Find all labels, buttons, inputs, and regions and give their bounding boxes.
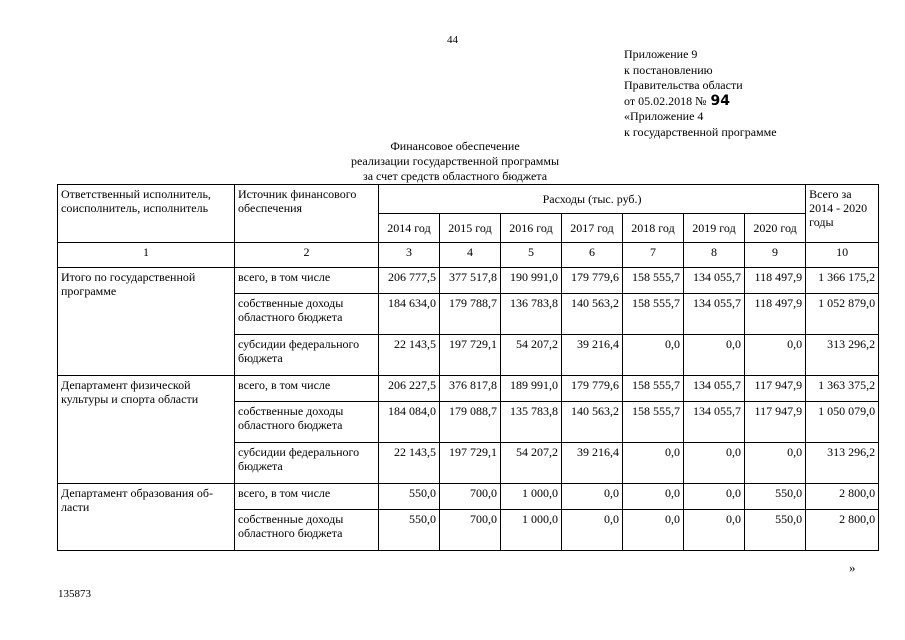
amount-cell: 550,0 <box>379 484 440 510</box>
page-number: 44 <box>447 34 458 46</box>
document-title <box>300 139 610 184</box>
column-number-row <box>58 243 879 268</box>
source-cell: собственные доходы областного бюджета <box>235 510 379 551</box>
header-year: 2020 год <box>745 214 806 243</box>
appendix-line: к государственной программе <box>624 124 777 139</box>
header-executor: Ответственный исполнитель, соисполнитель, исполнитель <box>58 185 235 243</box>
column-number: 8 <box>684 243 745 268</box>
amount-cell: 206 777,5 <box>379 268 440 294</box>
source-cell: всего, в том числе <box>235 268 379 294</box>
column-number: 9 <box>745 243 806 268</box>
total-cell: 313 296,2 <box>806 335 879 376</box>
amount-cell: 0,0 <box>745 335 806 376</box>
amount-cell: 134 055,7 <box>684 268 745 294</box>
appendix-date: от 05.02.2018 № <box>624 93 707 108</box>
amount-cell: 117 947,9 <box>745 402 806 443</box>
amount-cell: 22 143,5 <box>379 443 440 484</box>
column-number: 2 <box>235 243 379 268</box>
column-number: 6 <box>562 243 623 268</box>
executor-cell: Итого по государственной программе <box>58 268 235 376</box>
amount-cell: 206 227,5 <box>379 376 440 402</box>
appendix-line <box>624 94 777 110</box>
source-cell: собственные доходы областного бюджета <box>235 402 379 443</box>
executor-cell: Департамент физической культуры и спорта области <box>58 376 235 484</box>
amount-cell: 197 729,1 <box>440 443 501 484</box>
header-expenses: Расходы (тыс. руб.) <box>379 185 806 214</box>
appendix-line: Правительства области <box>624 78 743 93</box>
amount-cell: 39 216,4 <box>562 335 623 376</box>
amount-cell: 0,0 <box>562 510 623 551</box>
total-cell: 313 296,2 <box>806 443 879 484</box>
amount-cell: 0,0 <box>562 484 623 510</box>
amount-cell: 54 207,2 <box>501 335 562 376</box>
source-cell: собственные доходы областного бюджета <box>235 294 379 335</box>
column-number: 7 <box>623 243 684 268</box>
source-cell: субсидии федерального бюджета <box>235 443 379 484</box>
source-cell: субсидии федерального бюджета <box>235 335 379 376</box>
header-year: 2018 год <box>623 214 684 243</box>
appendix-line: Приложение 9 <box>624 47 698 61</box>
amount-cell: 179 088,7 <box>440 402 501 443</box>
title-line: за счет средств областного бюджета <box>362 169 548 183</box>
amount-cell: 550,0 <box>745 484 806 510</box>
amount-cell: 700,0 <box>440 510 501 551</box>
amount-cell: 0,0 <box>684 335 745 376</box>
column-number: 10 <box>806 243 879 268</box>
amount-cell: 184 084,0 <box>379 402 440 443</box>
amount-cell: 117 947,9 <box>745 376 806 402</box>
amount-cell: 140 563,2 <box>562 402 623 443</box>
amount-cell: 184 634,0 <box>379 294 440 335</box>
header-source: Источник финансового обеспечения <box>235 185 379 243</box>
amount-cell: 158 555,7 <box>623 376 684 402</box>
amount-cell: 700,0 <box>440 484 501 510</box>
total-cell: 1 050 079,0 <box>806 402 879 443</box>
amount-cell: 190 991,0 <box>501 268 562 294</box>
amount-cell: 134 055,7 <box>684 376 745 402</box>
amount-cell: 550,0 <box>379 510 440 551</box>
amount-cell: 1 000,0 <box>501 510 562 551</box>
amount-cell: 179 788,7 <box>440 294 501 335</box>
amount-cell: 179 779,6 <box>562 268 623 294</box>
amount-cell: 0,0 <box>623 443 684 484</box>
amount-cell: 0,0 <box>684 443 745 484</box>
total-cell: 1 363 375,2 <box>806 376 879 402</box>
amount-cell: 118 497,9 <box>745 268 806 294</box>
amount-cell: 140 563,2 <box>562 294 623 335</box>
amount-cell: 22 143,5 <box>379 335 440 376</box>
amount-cell: 135 783,8 <box>501 402 562 443</box>
column-number: 3 <box>379 243 440 268</box>
header-row <box>58 185 879 214</box>
amount-cell: 0,0 <box>684 510 745 551</box>
closing-quote: » <box>849 560 856 575</box>
amount-cell: 1 000,0 <box>501 484 562 510</box>
header-year: 2017 год <box>562 214 623 243</box>
amount-cell: 0,0 <box>684 484 745 510</box>
amount-cell: 0,0 <box>623 335 684 376</box>
total-cell: 2 800,0 <box>806 510 879 551</box>
table-row <box>58 376 879 402</box>
amount-cell: 0,0 <box>745 443 806 484</box>
appendix-line: к постановлению <box>624 62 713 77</box>
amount-cell: 136 783,8 <box>501 294 562 335</box>
title-line: реализации государственной программы <box>350 154 560 168</box>
column-number: 5 <box>501 243 562 268</box>
total-cell: 1 052 879,0 <box>806 294 879 335</box>
amount-cell: 0,0 <box>623 484 684 510</box>
executor-cell: Департамент образования об-ласти <box>58 484 235 551</box>
header-year: 2016 год <box>501 214 562 243</box>
total-cell: 1 366 175,2 <box>806 268 879 294</box>
header-total: Всего за 2014 - 2020 годы <box>806 185 879 243</box>
amount-cell: 118 497,9 <box>745 294 806 335</box>
amount-cell: 189 991,0 <box>501 376 562 402</box>
header-year: 2019 год <box>684 214 745 243</box>
source-cell: всего, в том числе <box>235 484 379 510</box>
header-year: 2014 год <box>379 214 440 243</box>
table-row <box>58 484 879 510</box>
amount-cell: 158 555,7 <box>623 268 684 294</box>
handwritten-number: 94 <box>710 92 731 109</box>
appendix-block <box>624 47 777 141</box>
column-number: 4 <box>440 243 501 268</box>
amount-cell: 158 555,7 <box>623 402 684 443</box>
footer-number: 135873 <box>58 588 91 600</box>
header-year: 2015 год <box>440 214 501 243</box>
table-row <box>58 268 879 294</box>
source-cell: всего, в том числе <box>235 376 379 402</box>
amount-cell: 158 555,7 <box>623 294 684 335</box>
title-line: Финансовое обеспечение <box>390 139 520 153</box>
amount-cell: 39 216,4 <box>562 443 623 484</box>
financing-table <box>57 184 879 551</box>
amount-cell: 376 817,8 <box>440 376 501 402</box>
amount-cell: 179 779,6 <box>562 376 623 402</box>
total-cell: 2 800,0 <box>806 484 879 510</box>
amount-cell: 377 517,8 <box>440 268 501 294</box>
amount-cell: 54 207,2 <box>501 443 562 484</box>
amount-cell: 134 055,7 <box>684 294 745 335</box>
appendix-line: «Приложение 4 <box>624 109 704 124</box>
amount-cell: 0,0 <box>623 510 684 551</box>
amount-cell: 134 055,7 <box>684 402 745 443</box>
amount-cell: 197 729,1 <box>440 335 501 376</box>
column-number: 1 <box>58 243 235 268</box>
amount-cell: 550,0 <box>745 510 806 551</box>
